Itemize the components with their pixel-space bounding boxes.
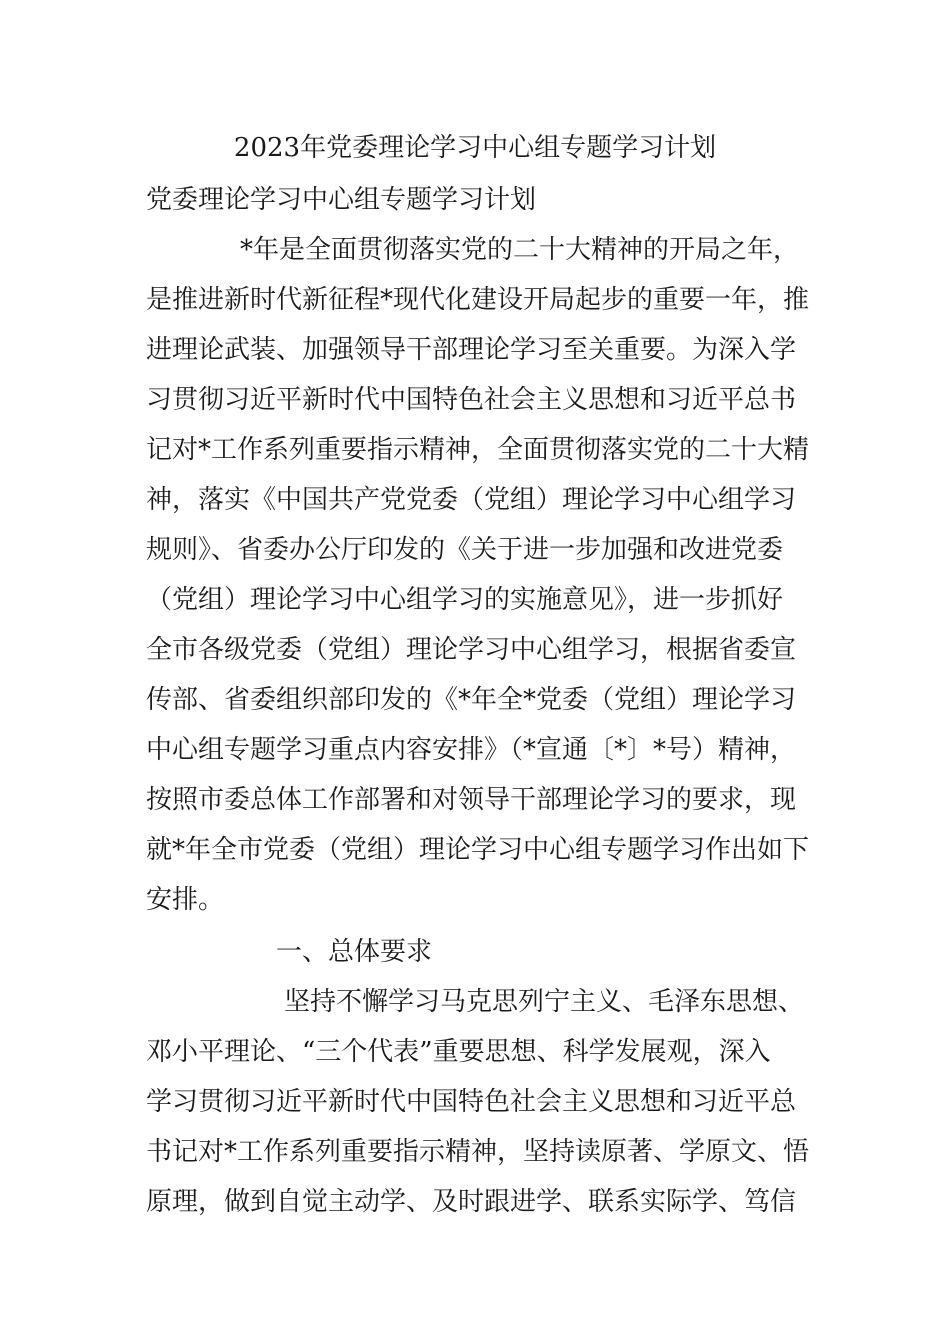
document-title: 2023年党委理论学习中心组专题学习计划 xyxy=(233,133,717,163)
paragraph-line: 传部、省委组织部印发的《*年全*党委（党组）理论学习 xyxy=(146,685,797,715)
paragraph-line: 规则》、省委办公厅印发的《关于进一步加强和改进党委 xyxy=(146,535,784,565)
paragraph-line: 安排。 xyxy=(146,885,225,915)
paragraph-line: 坚持不懈学习马克思列宁主义、毛泽东思想、 xyxy=(284,987,805,1017)
paragraph-line: 记对*工作系列重要指示精神，全面贯彻落实党的二十大精 xyxy=(146,435,810,465)
paragraph-line: 习贯彻习近平新时代中国特色社会主义思想和习近平总书 xyxy=(146,385,797,415)
paragraph-line: 就*年全市党委（党组）理论学习中心组专题学习作出如下 xyxy=(146,835,810,865)
paragraph-line: 原理，做到自觉主动学、及时跟进学、联系实际学、笃信 xyxy=(146,1187,797,1217)
paragraph-line: 学习贯彻习近平新时代中国特色社会主义思想和习近平总 xyxy=(146,1087,797,1117)
paragraph-line: 是推进新时代新征程*现代化建设开局起步的重要一年，推 xyxy=(146,285,810,315)
paragraph-line: *年是全面贯彻落实党的二十大精神的开局之年， xyxy=(240,235,800,265)
paragraph-line: 书记对*工作系列重要指示精神，坚持读原著、学原文、悟 xyxy=(146,1137,810,1167)
paragraph-line: 进理论武装、加强领导干部理论学习至关重要。为深入学 xyxy=(146,335,797,365)
section-heading: 一、总体要求 xyxy=(276,937,433,967)
document-subtitle: 党委理论学习中心组专题学习计划 xyxy=(146,185,537,215)
paragraph-line: 中心组专题学习重点内容安排》（*宣通〔*〕*号）精神， xyxy=(146,735,797,765)
paragraph-line: 神，落实《中国共产党党委（党组）理论学习中心组学习 xyxy=(146,485,797,515)
paragraph-line: （党组）理论学习中心组学习的实施意见》，进一步抓好 xyxy=(146,585,784,615)
paragraph-line: 按照市委总体工作部署和对领导干部理论学习的要求，现 xyxy=(146,785,797,815)
paragraph-line: 邓小平理论、“三个代表”重要思想、科学发展观，深入 xyxy=(146,1037,771,1067)
paragraph-line: 全市各级党委（党组）理论学习中心组学习，根据省委宣 xyxy=(146,635,797,665)
